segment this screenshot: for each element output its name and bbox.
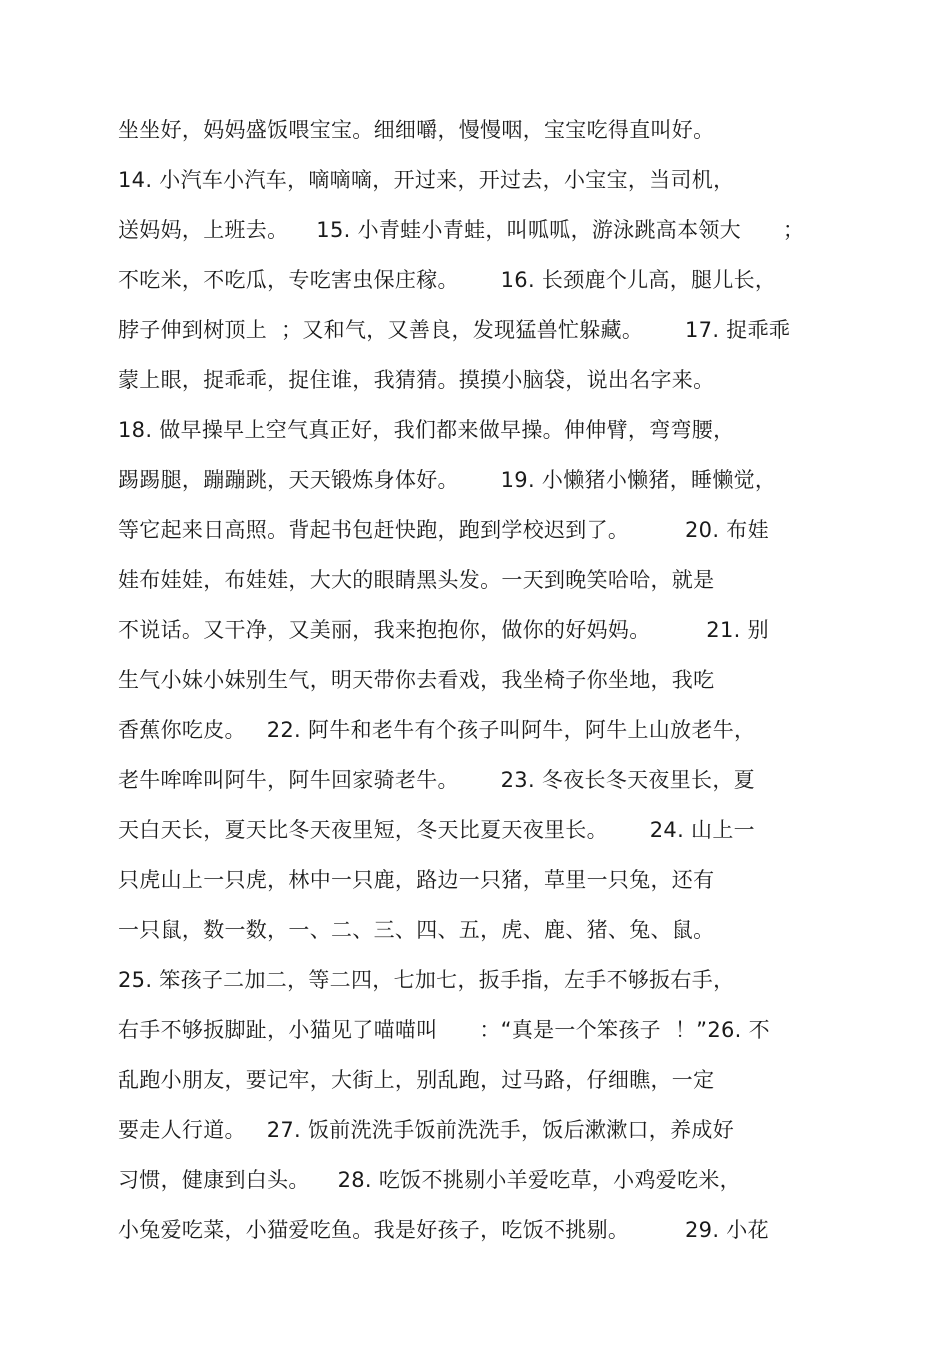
text-line: 坐坐好，妈妈盛饭喂宝宝。细细嚼，慢慢咽，宝宝吃得直叫好。 xyxy=(118,118,715,142)
text-line: 一只鼠，数一数，一、二、三、四、五，虎、鹿、猪、兔、鼠。 xyxy=(118,918,715,942)
text-line: 不说话。又干净，又美丽，我来抱抱你，做你的好妈妈。 21. 别 xyxy=(118,618,769,642)
text-line: 乱跑小朋友，要记牢，大街上，别乱跑，过马路，仔细瞧，一定 xyxy=(118,1068,715,1092)
text-line: 香蕉你吃皮。 22. 阿牛和老牛有个孩子叫阿牛，阿牛上山放老牛， xyxy=(118,718,756,742)
text-line: 生气小妹小妹别生气，明天带你去看戏，我坐椅子你坐地，我吃 xyxy=(118,668,715,692)
text-line: 习惯，健康到白头。 28. 吃饭不挑剔小羊爱吃草，小鸡爱吃米， xyxy=(118,1168,741,1192)
text-line: 等它起来日高照。背起书包赶快跑，跑到学校迟到了。 20. 布娃 xyxy=(118,518,769,542)
body-text xyxy=(118,105,833,1255)
text-line: 右手不够扳脚趾，小猫见了喵喵叫 ：“真是一个笨孩子 ！”26. 不 xyxy=(118,1018,770,1042)
text-line: 脖子伸到树顶上 ；又和气，又善良，发现猛兽忙躲藏。 17. 捉乖乖 xyxy=(118,318,791,342)
text-line: 25. 笨孩子二加二，等二四，七加七，扳手指，左手不够扳右手， xyxy=(118,968,735,992)
text-line: 18. 做早操早上空气真正好，我们都来做早操。伸伸臂，弯弯腰， xyxy=(118,418,735,442)
text-line: 老牛哞哞叫阿牛，阿牛回家骑老牛。 23. 冬夜长冬天夜里长，夏 xyxy=(118,768,755,792)
text-line: 小兔爱吃菜，小猫爱吃鱼。我是好孩子，吃饭不挑剔。 29. 小花 xyxy=(118,1218,769,1242)
text-line: 只虎山上一只虎，林中一只鹿，路边一只猪，草里一只兔，还有 xyxy=(118,868,715,892)
text-line: 娃布娃娃，布娃娃，大大的眼睛黑头发。一天到晚笑哈哈，就是 xyxy=(118,568,715,592)
text-line: 蒙上眼，捉乖乖，捉住谁，我猜猜。摸摸小脑袋，说出名字来。 xyxy=(118,368,715,392)
text-line: 不吃米，不吃瓜，专吃害虫保庄稼。 16. 长颈鹿个儿高，腿儿长， xyxy=(118,268,777,292)
text-line: 14. 小汽车小汽车，嘀嘀嘀，开过来，开过去，小宝宝，当司机， xyxy=(118,168,735,192)
text-line: 送妈妈，上班去。 15. 小青蛙小青蛙，叫呱呱，游泳跳高本领大 ； xyxy=(118,218,805,242)
text-line: 要走人行道。 27. 饭前洗洗手饭前洗洗手，饭后漱漱口，养成好 xyxy=(118,1118,734,1142)
text-line: 天白天长，夏天比冬天夜里短，冬天比夏天夜里长。 24. 山上一 xyxy=(118,818,755,842)
text-line: 踢踢腿，蹦蹦跳，天天锻炼身体好。 19. 小懒猪小懒猪，睡懒觉， xyxy=(118,468,777,492)
